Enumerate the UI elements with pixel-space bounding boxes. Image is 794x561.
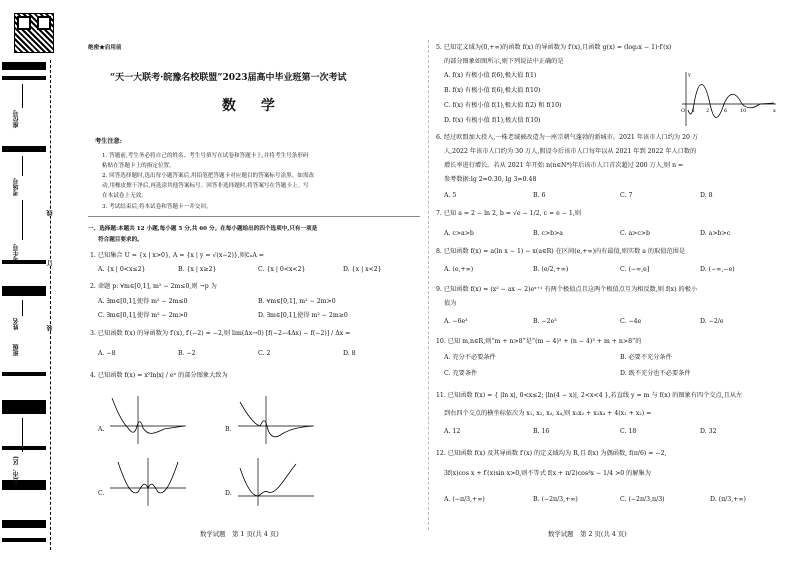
q5-stem: 5. 已知定义域为(0,+∞)的函数 f(x) 的导函数为 f′(x),且函数 g(x) = (log₂x − 1)·f′(x) (436, 44, 672, 51)
name-label: 姓名 (13, 318, 20, 330)
q3-stem: 3. 已知函数 f(x) 的导函数为 f′(x), f′(−2) = −2,则 lim(Δx→0) [f(−2−4Δx) − f(−2)] / Δx = (90, 330, 351, 337)
q10-option-d[interactable]: D. 既不充分也不必要条件 (620, 370, 691, 377)
name-line (22, 300, 23, 316)
notice-line: 在本试卷上无效。 (102, 193, 147, 199)
notice-divider (88, 216, 420, 217)
notice-line: 2. 回答选择题时,选出每小题答案后,用铅笔把答题卡对应题目的答案标号涂黑。如需改 (102, 173, 315, 179)
q10-option-a[interactable]: A. 充分不必要条件 (444, 354, 496, 361)
q1-option-c[interactable]: C. {x | 0<x<2} (258, 266, 306, 273)
origin-label: O (681, 108, 686, 114)
tick-label: 1 (692, 108, 696, 114)
q7-stem: 7. 已知 a = 2 − ln 2, b = √e − 1/2, c = e − 1,则 (436, 210, 582, 217)
q8-option-a[interactable]: A. (e,+∞) (444, 266, 474, 273)
q1-option-b[interactable]: B. {x | x≥2} (178, 266, 217, 273)
q11-option-c[interactable]: C. 18 (620, 428, 637, 435)
q10-option-c[interactable]: C. 充要条件 (444, 370, 478, 377)
notice-line: 3. 考试结束后,将本试卷和答题卡一并交回。 (102, 204, 212, 210)
q9-stem: 9. 已知函数 f(x) = (x² − ax − 2)eˣ⁺¹ 有两个极值点且这两个极值点互为相反数,则 f(x) 的极小 (436, 286, 698, 293)
q12-option-b[interactable]: B. (−2π/3,+∞) (533, 496, 578, 503)
q6-stem-cont: 增长率进行增长。若从 2021 年开始 n(n∈N*)年后该市人口首次超过 200 万人,则 n = (444, 162, 684, 169)
q9-option-d[interactable]: D. −2/e (700, 318, 724, 325)
curve (112, 398, 184, 433)
notice-line: 1. 答题前,考生务必将自己的姓名、考生号填写在试卷和答题卡上,并将考生号条形码 (102, 153, 309, 159)
section-heading-cont: 符合题目要求的。 (98, 237, 143, 243)
q2-option-c[interactable]: C. ∃m∈[0,1],使得 m² − 2m>0 (98, 312, 188, 319)
q10-option-b[interactable]: B. 必要不充分条件 (620, 354, 672, 361)
y-axis-label: y (688, 72, 691, 78)
q5-option-a[interactable]: A. f(x) 有极小值 f(6),极大值 f(1) (444, 72, 537, 79)
q4-graph-b (236, 394, 316, 446)
q8-option-c[interactable]: C. (−∞,e] (620, 266, 650, 273)
q11-option-b[interactable]: B. 16 (533, 428, 550, 435)
q4-option-a[interactable]: A. (98, 426, 105, 433)
exam-no-line (22, 156, 23, 176)
candidate-no-line (22, 200, 23, 240)
q3-option-b[interactable]: B. −2 (178, 350, 196, 357)
qr-code-icon (14, 13, 54, 53)
stripe (2, 146, 46, 152)
q7-option-b[interactable]: B. c>b>a (533, 230, 563, 237)
q1-option-a[interactable]: A. {x | 0<x≤2} (98, 266, 146, 273)
x-axis-label: x (773, 108, 776, 114)
q9-option-c[interactable]: C. −4e (620, 318, 642, 325)
q4-graph-c (108, 456, 188, 508)
q12-stem: 12. 已知函数 f(x) 及其导函数 f′(x) 的定义域均为 R,且 f(x) 为偶函数, f(π/6) = −2, (436, 450, 667, 457)
tick-label: 2 (706, 108, 710, 114)
q11-option-d[interactable]: D. 32 (700, 428, 717, 435)
q9-stem-cont: 值为 (444, 300, 457, 307)
binding-cut-line (50, 60, 51, 550)
page-footer-right: 数学试题 第 2 页(共 4 页) (548, 530, 627, 538)
stripe (2, 62, 46, 70)
bind-word: 装 (47, 325, 54, 331)
q12-stem-cont: 3f(x)cos x + f′(x)sin x>0,则不等式 f(x + π/2)cos³x − 1/4 >0 的解集为 (444, 470, 651, 477)
stripe (2, 372, 46, 376)
q3-option-d[interactable]: D. 8 (343, 350, 356, 357)
q7-option-a[interactable]: A. c>a>b (444, 230, 474, 237)
seat-label: 座位号 (13, 110, 20, 128)
stripe (2, 286, 46, 296)
county-line (22, 418, 23, 452)
q8-stem: 8. 已知函数 f(x) = a(ln x − 1) − x(a∈R) 在区间(e,+∞)内有最值,则实数 a 的取值范围是 (436, 248, 686, 255)
tick-label: 6 (724, 108, 728, 114)
q8-option-b[interactable]: B. (e/2,+∞) (533, 266, 569, 273)
stripe (2, 538, 46, 542)
curve (240, 402, 312, 437)
q11-option-a[interactable]: A. 12 (444, 428, 461, 435)
q3-option-c[interactable]: C. 2 (258, 350, 271, 357)
q6-stem-cont: 人,2022 年该市人口约为 30 万人,假设今后该市人口每年以从 2021 年到 2022 年人口数的 (444, 148, 697, 155)
subject-title: 数 学 (222, 98, 285, 114)
notice-heading: 考生注意: (95, 138, 123, 145)
q3-option-a[interactable]: A. −8 (98, 350, 116, 357)
q6-option-b[interactable]: B. 6 (533, 192, 546, 199)
q1-option-d[interactable]: D. {x | x<2} (343, 266, 382, 273)
q7-option-d[interactable]: D. a>b>c (700, 230, 731, 237)
exam-title: “天一大联考·皖豫名校联盟”2023届高中毕业班第一次考试 (110, 73, 347, 83)
stripe (2, 520, 46, 528)
q4-option-b[interactable]: B. (225, 426, 232, 433)
q12-option-c[interactable]: C. (−2π/3,π/3) (620, 496, 665, 503)
county-label: 县(市、区) (13, 456, 20, 486)
stripe (2, 480, 46, 490)
stripe (2, 76, 46, 80)
secret-mark: 绝密★启用前 (88, 45, 122, 51)
q5-graph (680, 70, 780, 128)
candidate-no-label: 考生号 (13, 244, 20, 262)
q12-option-d[interactable]: D. (π/3,+∞) (710, 496, 746, 503)
q4-option-c[interactable]: C. (98, 490, 105, 497)
tick-label: 10 (740, 108, 747, 114)
q6-option-a[interactable]: A. 5 (444, 192, 457, 199)
page-divider (428, 40, 429, 530)
q6-option-c[interactable]: C. 7 (620, 192, 633, 199)
q5-option-c[interactable]: C. f(x) 有极小值 f(1),极大值 f(2) 和 f(10) (444, 102, 562, 109)
line-word: 线 (47, 210, 54, 216)
q5-option-b[interactable]: B. f(x) 有极小值 f(6),极大值 f(10) (444, 87, 541, 94)
exam-no-label: 考场号 (13, 178, 20, 196)
q11-stem-cont: 到右四个交点的横坐标依次为 x₁, x₂, x₃, x₄,则 x₁x₂ + x₃x₄ + 4(x₁ + x₂) = (444, 410, 652, 417)
seat-line (22, 84, 23, 108)
q2-stem: 2. 命题 p: ∀m∈[0,1], m² − 2m≤0,则 ¬p 为 (90, 283, 217, 290)
q4-graph-d (236, 456, 316, 508)
order-word: 订 (47, 260, 54, 266)
q4-option-d[interactable]: D. (225, 490, 232, 497)
section-heading: 一、选择题:本题共 12 小题,每小题 5 分,共 60 分。在每小题给出的四个选项中,只有一项是 (88, 226, 318, 232)
class-label: 班级 (13, 344, 20, 356)
stripe (2, 400, 46, 414)
q10-stem: 10. 已知 m,n∈R,则“m + n>8”是“(m − 4)³ + (n − 4)³ + m + n>8”的 (436, 338, 642, 345)
binding-strip (0, 0, 60, 561)
q2-option-a[interactable]: A. ∃m∈[0,1],使得 m² − 2m≤0 (98, 298, 188, 305)
q1-stem: 1. 已知集合 U = {x | x>0}, A = {x | y = √(x−2)},则∁ᵤA = (90, 252, 264, 259)
q9-option-a[interactable]: A. −6e³ (444, 318, 468, 325)
q4-graph-a (108, 394, 188, 446)
stripe (2, 446, 46, 450)
page-footer-left: 数学试题 第 1 页(共 4 页) (200, 530, 279, 538)
curve (240, 464, 296, 496)
q6-stem: 6. 经过欧盟加大投入,一株老域被改造为一座宗朝气蓬勃的新城市。2021 年该市人口约为 20 万 (436, 134, 699, 141)
notice-line: 粘贴在答题卡上的指定位置。 (102, 163, 175, 169)
stripe (2, 260, 46, 264)
notice-line: 动,用橡皮擦干净后,再选涂其他答案标号。回答非选择题时,将答案写在答题卡上。写 (102, 183, 309, 189)
q6-reference: 参考数据:lg 2≈0.30, lg 3≈0.48 (444, 176, 537, 183)
q2-option-b[interactable]: B. ∀m∈[0,1], m² − 2m>0 (258, 298, 336, 305)
q6-option-d[interactable]: D. 8 (700, 192, 713, 199)
q9-option-b[interactable]: B. −2e³ (533, 318, 557, 325)
q5-stem-cont: 的部分图象如图所示,则下列说法中正确的是 (444, 58, 564, 65)
q8-option-d[interactable]: D. (−∞,−e) (700, 266, 735, 273)
q11-stem: 11. 已知函数 f(x) = { |ln x|, 0<x≤2; |ln(4 − x)|, 2<x<4 },若直线 y = m 与 f(x) 的图象有四个交点,且从左 (436, 392, 743, 399)
curve (688, 84, 774, 117)
q7-option-c[interactable]: C. a>c>b (620, 230, 650, 237)
q2-option-d[interactable]: D. ∃m∈[0,1],使得 m² − 2m≥0 (258, 312, 348, 319)
q5-option-d[interactable]: D. f(x) 有极小值 f(1),极大值 f(10) (444, 117, 541, 124)
q12-option-a[interactable]: A. (−π/3,+∞) (444, 496, 485, 503)
q4-stem: 4. 已知函数 f(x) = x²ln|x| / eˣ 的部分图象大致为 (90, 372, 228, 379)
